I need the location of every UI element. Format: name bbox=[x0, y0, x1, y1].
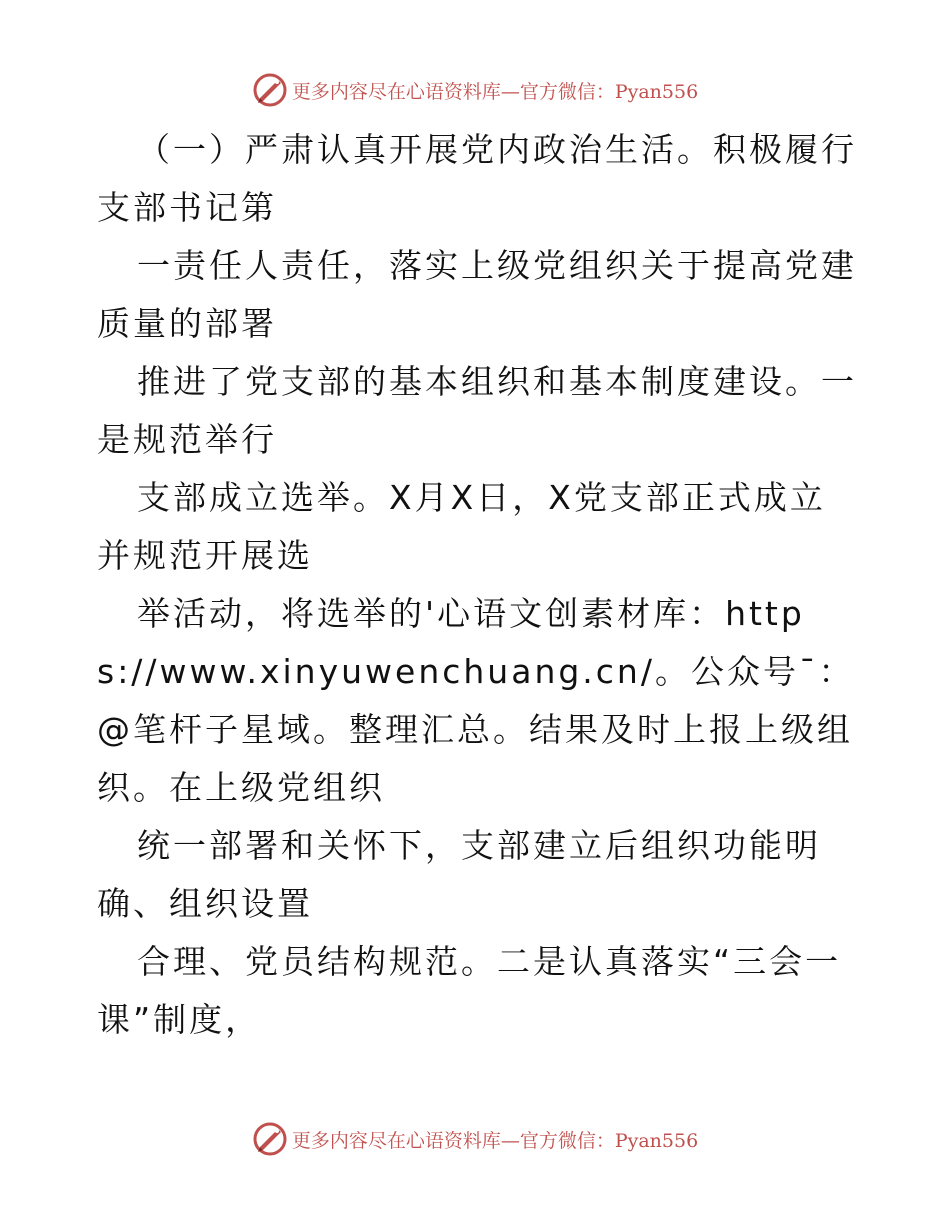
pen-logo-icon bbox=[252, 72, 288, 108]
header-banner-main: 更多内容尽在心语资料库 bbox=[291, 80, 501, 103]
header-banner-separator: — bbox=[500, 80, 520, 103]
paragraph: 支部成立选举。X月X日，X党支部正式成立并规范开展选 bbox=[97, 478, 826, 575]
footer-banner-text bbox=[292, 1126, 698, 1153]
paragraph: 合理、党员结构规范。二是认真落实“三会一课”制度， bbox=[97, 942, 842, 1039]
paragraph: 推进了党支部的基本组织和基本制度建设。一是规范举行 bbox=[97, 362, 857, 459]
paragraph: 一责任人责任，落实上级党组织关于提高党建质量的部署 bbox=[97, 246, 857, 343]
footer-banner bbox=[0, 1119, 950, 1159]
document-body bbox=[97, 121, 857, 1049]
header-banner-text bbox=[292, 77, 698, 104]
footer-banner-contact: 官方微信：Pyan556 bbox=[519, 1129, 699, 1152]
footer-banner-main: 更多内容尽在心语资料库 bbox=[291, 1129, 501, 1152]
header-banner-contact: 官方微信：Pyan556 bbox=[519, 80, 699, 103]
pen-logo-icon bbox=[252, 1121, 288, 1157]
header-banner bbox=[0, 70, 950, 110]
paragraph: 统一部署和关怀下，支部建立后组织功能明确、组织设置 bbox=[97, 826, 821, 923]
paragraph: 举活动，将选举的'心语文创素材库：https://www.xinyuwenchuang.cn/。公众号¯：@笔杆子星域。整理汇总。结果及时上报上级组织。在上级党组织 bbox=[97, 594, 855, 807]
paragraph: （一）严肃认真开展党内政治生活。积极履行支部书记第 bbox=[97, 130, 857, 227]
footer-banner-separator: — bbox=[500, 1129, 520, 1152]
